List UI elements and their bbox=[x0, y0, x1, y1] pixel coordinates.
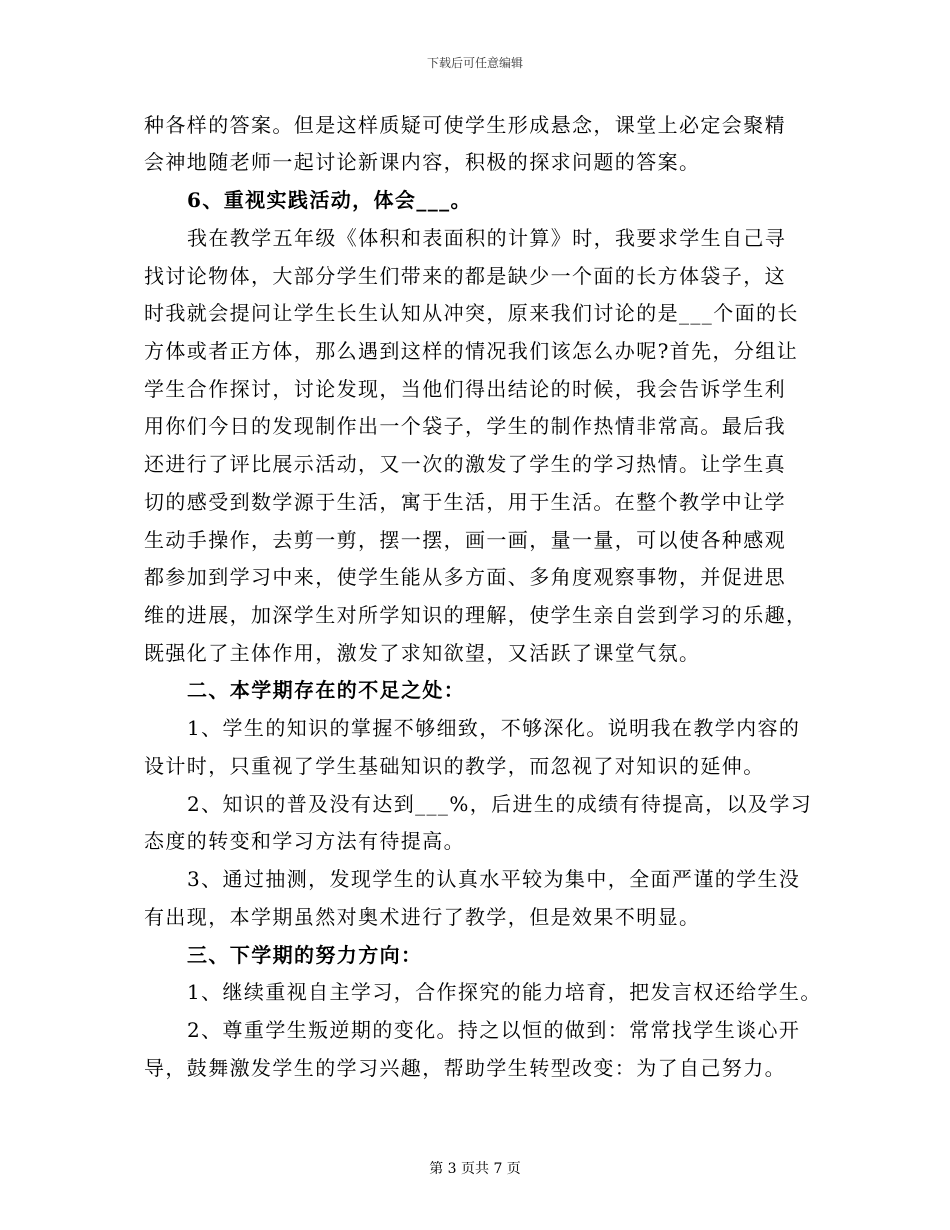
body-line: 3、通过抽测，发现学生的认真水平较为集中，全面严谨的学生没 bbox=[187, 867, 801, 891]
body-line: 会神地随老师一起讨论新课内容，积极的探求问题的答案。 bbox=[144, 150, 701, 174]
body-line: 还进行了评比展示活动，又一次的激发了学生的学习热情。让学生真 bbox=[144, 452, 786, 476]
section-heading: 三、下学期的努力方向： bbox=[187, 943, 423, 967]
body-line: 都参加到学习中来，使学生能从多方面、多角度观察事物，并促进思 bbox=[144, 565, 786, 589]
body-line: 态度的转变和学习方法有待提高。 bbox=[144, 829, 465, 853]
body-line: 找讨论物体，大部分学生们带来的都是缺少一个面的长方体袋子，这 bbox=[144, 264, 786, 288]
body-line: 切的感受到数学源于生活，寓于生活，用于生活。在整个教学中让学 bbox=[144, 490, 786, 514]
body-line: 时我就会提问让学生长生认知从冲突，原来我们讨论的是___个面的长 bbox=[144, 301, 799, 325]
body-line: 用你们今日的发现制作出一个袋子，学生的制作热情非常高。最后我 bbox=[144, 414, 786, 438]
section-heading: 6、重视实践活动，体会___。 bbox=[187, 188, 472, 212]
body-line: 既强化了主体作用，激发了求知欲望，又活跃了课堂气氛。 bbox=[144, 641, 701, 665]
body-line: 2、知识的普及没有达到___%，后进生的成绩有待提高，以及学习 bbox=[187, 792, 813, 816]
body-line: 种各样的答案。但是这样质疑可使学生形成悬念，课堂上必定会聚精 bbox=[144, 113, 786, 137]
body-line: 导，鼓舞激发学生的学习兴趣，帮助学生转型改变：为了自己努力。 bbox=[144, 1056, 786, 1080]
body-line: 维的进展，加深学生对所学知识的理解，使学生亲自尝到学习的乐趣， bbox=[144, 603, 808, 627]
body-line: 方体或者正方体，那么遇到这样的情况我们该怎么办呢?首先，分组让 bbox=[144, 339, 799, 363]
section-heading: 二、本学期存在的不足之处： bbox=[187, 678, 466, 702]
body-line: 有出现，本学期虽然对奥术进行了教学，但是效果不明显。 bbox=[144, 905, 701, 929]
body-line: 学生合作探讨，讨论发现，当他们得出结论的时候，我会告诉学生利 bbox=[144, 377, 786, 401]
body-line: 2、尊重学生叛逆期的变化。持之以恒的做到：常常找学生谈心开 bbox=[187, 1018, 801, 1042]
body-line: 生动手操作，去剪一剪，摆一摆，画一画，量一量，可以使各种感观 bbox=[144, 528, 786, 552]
body-line: 1、学生的知识的掌握不够细致，不够深化。说明我在教学内容的 bbox=[187, 716, 801, 740]
body-line: 1、继续重视自主学习，合作探究的能力培育，把发言权还给学生。 bbox=[187, 980, 822, 1004]
page-footer: 第 3 页共 7 页 bbox=[429, 1161, 521, 1177]
page-header: 下载后可任意编辑 bbox=[426, 56, 523, 70]
body-line: 设计时，只重视了学生基础知识的教学，而忽视了对知识的延伸。 bbox=[144, 754, 765, 778]
body-line: 我在教学五年级《体积和表面积的计算》时，我要求学生自己寻 bbox=[187, 226, 787, 250]
